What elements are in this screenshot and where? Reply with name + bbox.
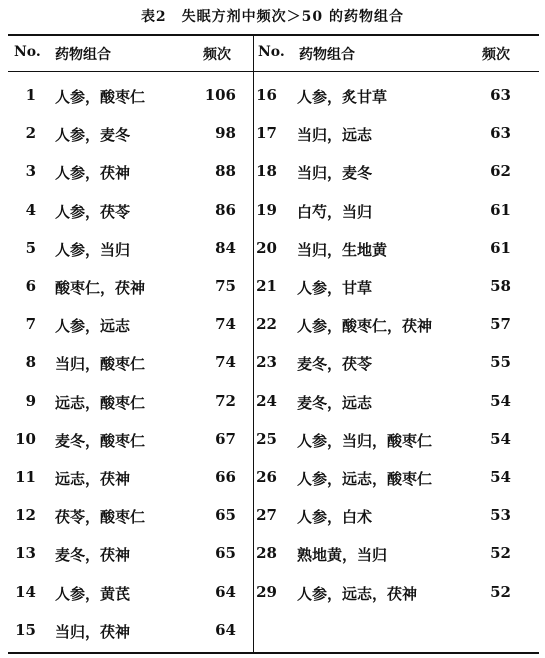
row-combination: 远志，茯神 — [55, 470, 131, 488]
row-frequency: 74 — [215, 315, 236, 333]
row-number: 11 — [15, 468, 36, 486]
row-frequency: 88 — [215, 162, 236, 180]
row-combination: 远志，酸枣仁 — [55, 394, 146, 412]
table-row — [8, 162, 253, 182]
table-row — [253, 353, 539, 373]
row-frequency: 61 — [490, 201, 511, 219]
row-number: 8 — [25, 353, 36, 371]
row-frequency: 63 — [490, 124, 511, 142]
row-frequency: 65 — [215, 544, 236, 562]
table-row — [8, 583, 253, 603]
row-frequency: 52 — [490, 544, 511, 562]
bottom-rule — [8, 652, 539, 654]
row-frequency: 98 — [215, 124, 236, 142]
header-rule — [8, 71, 539, 72]
row-number: 4 — [25, 201, 36, 219]
row-frequency: 55 — [490, 353, 511, 371]
top-rule — [8, 34, 539, 36]
row-combination: 人参，酸枣仁 — [55, 88, 146, 106]
table-row — [8, 392, 253, 412]
row-frequency: 54 — [490, 392, 511, 410]
row-number: 15 — [15, 621, 36, 639]
header-no-left: No. — [14, 44, 41, 60]
row-combination: 人参，麦冬 — [55, 126, 131, 144]
table-row — [8, 506, 253, 526]
row-number: 1 — [25, 86, 36, 104]
row-frequency: 61 — [490, 239, 511, 257]
row-combination: 人参，甘草 — [297, 279, 373, 297]
table-row — [8, 430, 253, 450]
row-number: 17 — [256, 124, 277, 142]
row-combination: 茯苓，酸枣仁 — [55, 508, 146, 526]
row-combination: 当归，酸枣仁 — [55, 355, 146, 373]
row-number: 5 — [25, 239, 36, 257]
row-combination: 人参，远志 — [55, 317, 131, 335]
row-frequency: 84 — [215, 239, 236, 257]
row-number: 20 — [256, 239, 277, 257]
row-frequency: 58 — [490, 277, 511, 295]
header-no-right: No. — [258, 44, 285, 60]
table-row — [253, 392, 539, 412]
row-number: 10 — [15, 430, 36, 448]
table-row — [253, 468, 539, 488]
table-row — [253, 86, 539, 106]
row-frequency: 57 — [490, 315, 511, 333]
row-combination: 人参，远志，酸枣仁 — [297, 470, 433, 488]
row-combination: 人参，当归，酸枣仁 — [297, 432, 433, 450]
row-number: 13 — [15, 544, 36, 562]
row-frequency: 62 — [490, 162, 511, 180]
table-row — [8, 201, 253, 221]
row-frequency: 86 — [215, 201, 236, 219]
row-number: 2 — [25, 124, 36, 142]
row-number: 22 — [256, 315, 277, 333]
row-combination: 熟地黄，当归 — [297, 546, 388, 564]
row-frequency: 64 — [215, 621, 236, 639]
row-combination: 麦冬，酸枣仁 — [55, 432, 146, 450]
row-combination: 当归，麦冬 — [297, 164, 373, 182]
row-combination: 人参，白术 — [297, 508, 373, 526]
row-number: 29 — [256, 583, 277, 601]
table-title: 表2 失眠方剂中频次＞50 的药物组合 — [140, 9, 405, 25]
row-combination: 麦冬，远志 — [297, 394, 373, 412]
row-number: 6 — [25, 277, 36, 295]
table-row — [8, 468, 253, 488]
table-row — [253, 430, 539, 450]
row-combination: 酸枣仁，茯神 — [55, 279, 146, 297]
row-combination: 麦冬，茯神 — [55, 546, 131, 564]
table-row — [8, 124, 253, 144]
row-number: 25 — [256, 430, 277, 448]
row-combination: 人参，酸枣仁，茯神 — [297, 317, 433, 335]
row-number: 26 — [256, 468, 277, 486]
row-number: 16 — [256, 86, 277, 104]
table-row — [253, 583, 539, 603]
header-freq-left: 频次 — [203, 47, 231, 63]
row-frequency: 65 — [215, 506, 236, 524]
table-row — [8, 277, 253, 297]
row-combination: 当归，远志 — [297, 126, 373, 144]
table-row — [253, 201, 539, 221]
row-number: 19 — [256, 201, 277, 219]
table-row — [253, 162, 539, 182]
row-combination: 白芍，当归 — [297, 203, 373, 221]
row-frequency: 54 — [490, 468, 511, 486]
row-frequency: 64 — [215, 583, 236, 601]
row-frequency: 67 — [215, 430, 236, 448]
table-row — [253, 239, 539, 259]
row-number: 9 — [25, 392, 36, 410]
table-row — [8, 86, 253, 106]
row-number: 3 — [25, 162, 36, 180]
row-number: 14 — [15, 583, 36, 601]
row-frequency: 74 — [215, 353, 236, 371]
row-combination: 当归，生地黄 — [297, 241, 388, 259]
row-frequency: 72 — [215, 392, 236, 410]
row-frequency: 53 — [490, 506, 511, 524]
header-combo-left: 药物组合 — [55, 47, 111, 63]
header-combo-right: 药物组合 — [299, 47, 355, 63]
row-number: 21 — [256, 277, 277, 295]
row-combination: 人参，黄芪 — [55, 585, 131, 603]
row-number: 23 — [256, 353, 277, 371]
table-row — [253, 277, 539, 297]
table-row — [253, 544, 539, 564]
row-combination: 人参，茯神 — [55, 164, 131, 182]
table-row — [8, 353, 253, 373]
table-row — [8, 621, 253, 641]
table-row — [253, 315, 539, 335]
row-frequency: 54 — [490, 430, 511, 448]
row-number: 28 — [256, 544, 277, 562]
row-number: 7 — [25, 315, 36, 333]
row-number: 24 — [256, 392, 277, 410]
row-frequency: 75 — [215, 277, 236, 295]
row-frequency: 106 — [204, 86, 236, 104]
table-row — [8, 544, 253, 564]
row-combination: 人参，茯苓 — [55, 203, 131, 221]
row-combination: 人参，远志，茯神 — [297, 585, 418, 603]
row-combination: 麦冬，茯苓 — [297, 355, 373, 373]
table-row — [253, 124, 539, 144]
row-frequency: 66 — [215, 468, 236, 486]
row-frequency: 52 — [490, 583, 511, 601]
row-frequency: 63 — [490, 86, 511, 104]
table-row — [8, 239, 253, 259]
row-number: 18 — [256, 162, 277, 180]
row-number: 27 — [256, 506, 277, 524]
row-combination: 人参，当归 — [55, 241, 131, 259]
table-row — [8, 315, 253, 335]
row-number: 12 — [15, 506, 36, 524]
row-combination: 人参，炙甘草 — [297, 88, 388, 106]
row-combination: 当归，茯神 — [55, 623, 131, 641]
header-freq-right: 频次 — [482, 47, 510, 63]
table-row — [253, 506, 539, 526]
